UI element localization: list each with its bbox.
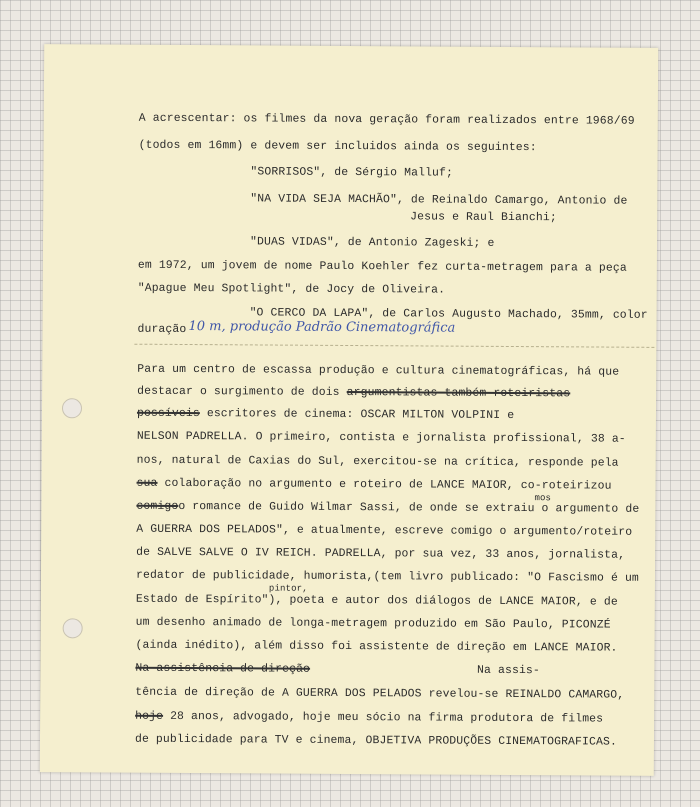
punch-hole-top	[62, 398, 82, 418]
typewritten-page	[40, 44, 658, 776]
struck-text: Na assistência de direção	[135, 662, 311, 676]
text-line: em 1972, um jovem de nome Paulo Koehler fez curta-metragem para a peça	[137, 259, 627, 275]
struck-text: argumentistas também roteiristas	[346, 386, 571, 401]
text-line: "NA VIDA SEJA MACHÃO", de Reinaldo Camargo, Antonio de	[250, 193, 628, 208]
text-line: possíveis escritores de cinema: OSCAR MILTON VOLPINI e	[136, 407, 515, 423]
text-line: Na assistência de direção Na assis-	[135, 662, 540, 678]
text-line: tência de direção de A GUERRA DOS PELADOS revelou-se REINALDO CAMARGO,	[135, 686, 625, 702]
text-line: A acrescentar: os filmes da nova geração foram realizados entre 1968/69	[138, 112, 635, 128]
text-line: comigoo romance de Guido Wilmar Sassi, de onde se extraiu o argumento de	[136, 500, 640, 516]
text-line: sua colaboração no argumento e roteiro de LANCE MAIOR, co-roteirizou	[136, 477, 612, 493]
text-line: NELSON PADRELLA. O primeiro, contista e jornalista profissional, 38 a-	[136, 430, 626, 446]
struck-text: comigo	[136, 500, 179, 513]
text-line: de SALVE SALVE O IV REICH. PADRELLA, por sua vez, 33 anos, jornalista,	[136, 546, 626, 562]
text-line: destacar o surgimento de dois argumentistas também roteiristas	[137, 385, 571, 401]
handwritten-annotation: 10 m, produção Padrão Cinematográfica	[188, 319, 456, 336]
text-line: Estado de Espírito"), poeta e autor dos diálogos de LANCE MAIOR, e de	[135, 593, 618, 609]
struck-text: possíveis	[136, 407, 200, 421]
text-line: redator de publicidade, humorista,(tem livro publicado: "O Fascismo é um	[135, 569, 639, 585]
text-line: hoje 28 anos, advogado, hoje meu sócio na firma produtora de filmes	[135, 710, 604, 726]
struck-text: hoje	[135, 710, 164, 723]
text-line: nos, natural de Caxias do Sul, exercitou-se na crítica, responde pela	[136, 454, 619, 470]
text-line: (todos em 16mm) e devem ser incluidos ainda os seguintes:	[138, 139, 537, 155]
text-line: "O CERCO DA LAPA", de Carlos Augusto Machado, 35mm, color	[249, 307, 648, 322]
superscript-correction: mos	[534, 493, 552, 504]
struck-text: sua	[136, 477, 158, 490]
text-line: de publicidade para TV e cinema, OBJETIVA PRODUÇÕES CINEMATOGRAFICAS.	[134, 733, 618, 749]
text-line: duração	[137, 323, 187, 337]
text-line: um desenho animado de longa-metragem produzido em São Paulo, PICONZÉ	[135, 616, 611, 632]
text-line: Jesus e Raul Bianchi;	[410, 211, 557, 225]
text-line: A GUERRA DOS PELADOS", e atualmente, escreve comigo o argumento/roteiro	[136, 523, 633, 539]
divider	[134, 344, 654, 348]
punch-hole-bottom	[63, 618, 83, 638]
text-line: "DUAS VIDAS", de Antonio Zageski; e	[249, 236, 495, 250]
text-line: (ainda inédito), além disso foi assistente de direção em LANCE MAIOR.	[135, 639, 618, 655]
superscript-correction: pintor,	[268, 583, 308, 594]
text-line: "SORRISOS", de Sérgio Malluf;	[250, 166, 454, 180]
text-line: "Apague Meu Spotlight", de Jocy de Oliveira.	[137, 282, 446, 297]
text-line: Para um centro de escassa produção e cultura cinematográficas, há que	[137, 363, 620, 379]
